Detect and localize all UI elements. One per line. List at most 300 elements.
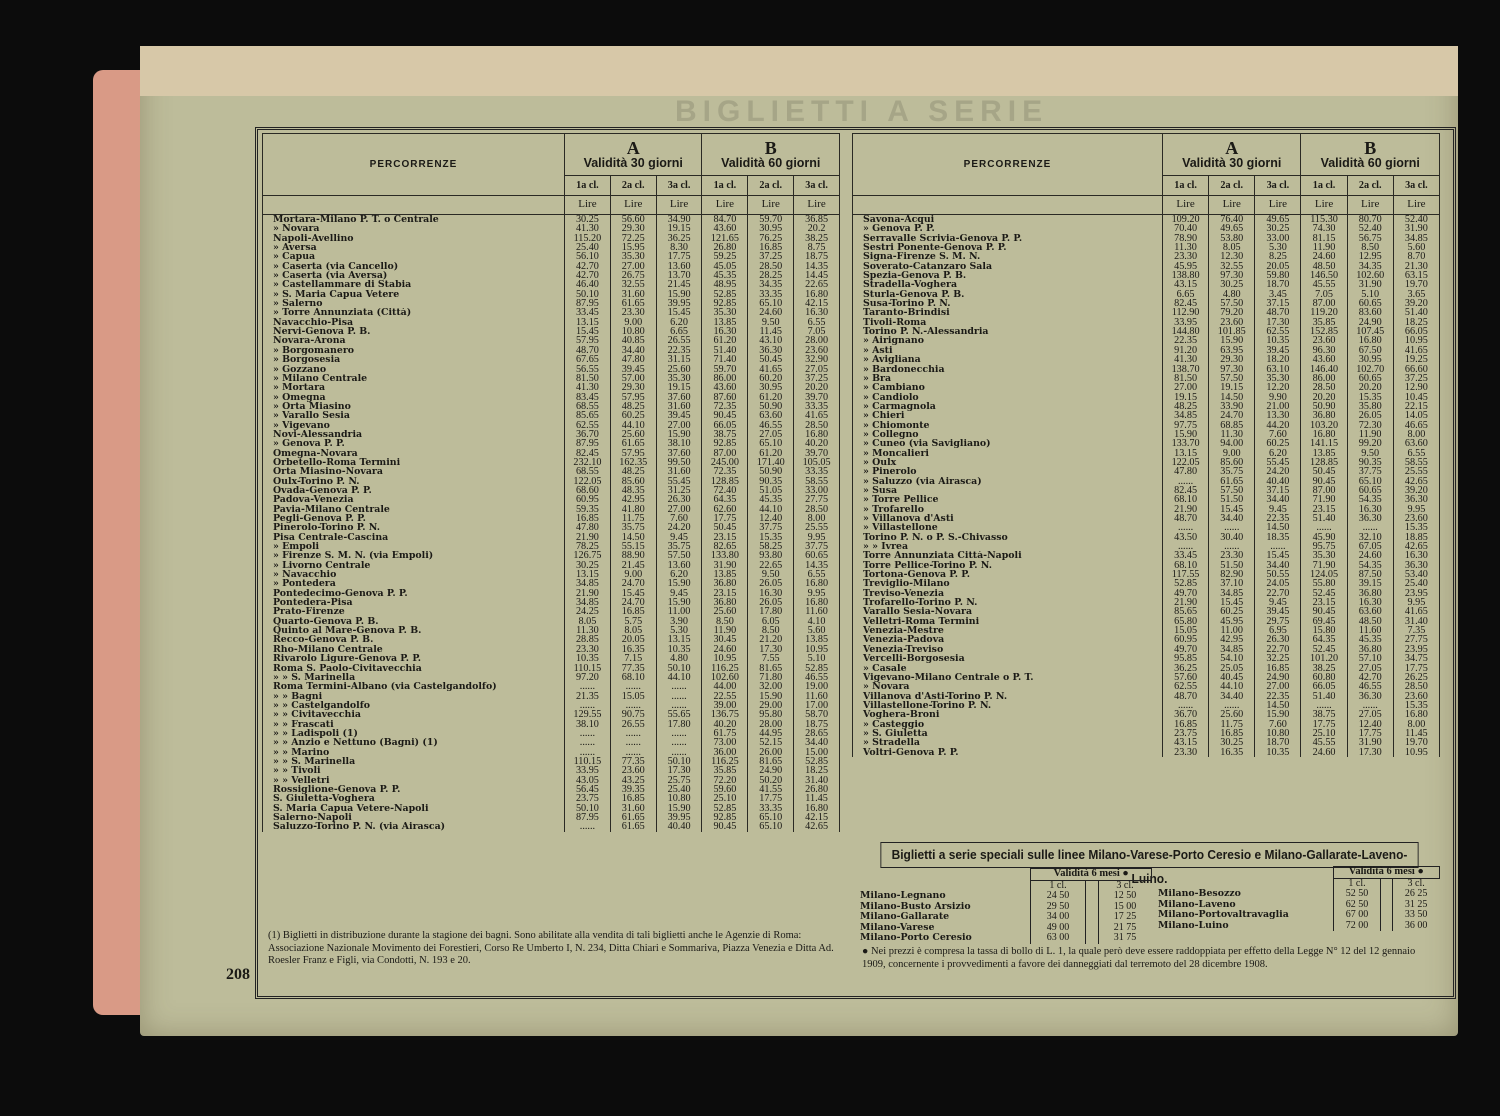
fare-cell: 31.40 <box>794 776 840 785</box>
fare-cell: 116.25 <box>702 664 748 673</box>
fare-cell: 50.10 <box>565 804 611 813</box>
route-name: » Susa <box>853 486 1163 495</box>
route-name: Venezia-Padova <box>853 635 1163 644</box>
fare-cell: 15.45 <box>610 589 656 598</box>
fare-cell: 62.55 <box>1163 682 1209 691</box>
fare-cell: 27.05 <box>1347 664 1393 673</box>
class-header: 1 cl. <box>1031 880 1085 891</box>
fare-cell: 85.65 <box>565 411 611 420</box>
unit-cell: Lire <box>565 196 611 215</box>
table-row <box>853 682 1440 691</box>
fare-cell: 87.00 <box>1301 486 1347 495</box>
route-name: » Candiolo <box>853 393 1163 402</box>
route-name: » Torre Annunziata (Città) <box>263 308 565 317</box>
fare-cell: 6.55 <box>1393 449 1439 458</box>
fare-cell: 54.10 <box>1209 654 1255 663</box>
fare-cell: 13.85 <box>702 570 748 579</box>
fare-cell: 37.60 <box>656 393 702 402</box>
route-name: » Genova P. P. <box>263 439 565 448</box>
fare-cell: 71.80 <box>748 673 794 682</box>
fare-cell: ...... <box>656 738 702 747</box>
special-row <box>857 891 1152 902</box>
fare-cell: 86.00 <box>1301 374 1347 383</box>
table-row <box>853 299 1440 308</box>
table-row <box>853 692 1440 701</box>
fare-cell: 126.75 <box>565 551 611 560</box>
table-row <box>263 822 840 831</box>
class-header: 2a cl. <box>610 176 656 196</box>
fare-cell: 69.45 <box>1301 617 1347 626</box>
fare-cell: 17.75 <box>702 514 748 523</box>
fare-cell: 36.25 <box>1163 664 1209 673</box>
fare-cell: 81.65 <box>748 757 794 766</box>
route-name: Oulx-Torino P. N. <box>263 477 565 486</box>
fare-cell: 138.80 <box>1163 271 1209 280</box>
fare-cell: 51.50 <box>1209 495 1255 504</box>
fare-cell: 13.15 <box>565 318 611 327</box>
route-name: » Cuneo (via Savigliano) <box>853 439 1163 448</box>
fare-cell: 9.50 <box>748 318 794 327</box>
fare-cell: 61.65 <box>1209 477 1255 486</box>
fare-cell: 12.30 <box>1209 252 1255 261</box>
class-header: 3a cl. <box>794 176 840 196</box>
route-name: » Saluzzo (via Airasca) <box>853 477 1163 486</box>
fare-cell: 19.15 <box>1209 383 1255 392</box>
table-row <box>853 458 1440 467</box>
special-fare-3: 26 25 <box>1392 889 1439 900</box>
fare-cell: 30.25 <box>1209 738 1255 747</box>
route-name: Torre Pellice-Torino P. N. <box>853 561 1163 570</box>
fare-cell: 51.50 <box>1209 561 1255 570</box>
fare-cell: 9.45 <box>1255 505 1301 514</box>
fare-cell: ...... <box>656 692 702 701</box>
fare-cell: 7.05 <box>1301 290 1347 299</box>
fare-cell: 52.15 <box>748 738 794 747</box>
percorrenze-header: PERCORRENZE <box>263 134 565 196</box>
fare-cell: 37.25 <box>794 374 840 383</box>
fare-cell: 24.60 <box>702 645 748 654</box>
route-name: » Navacchio <box>263 570 565 579</box>
fare-cell: ...... <box>1209 701 1255 710</box>
fare-cell: 48.25 <box>610 467 656 476</box>
fare-cell: 81.15 <box>1301 234 1347 243</box>
fare-cell: 31.25 <box>656 486 702 495</box>
route-name: Rho-Milano Centrale <box>263 645 565 654</box>
special-row <box>857 933 1152 944</box>
fare-cell: 105.05 <box>794 458 840 467</box>
fare-cell: 58.70 <box>794 710 840 719</box>
fare-cell: 16.30 <box>702 327 748 336</box>
route-name: » Caserta (via Cancello) <box>263 262 565 271</box>
fare-cell: 15.90 <box>656 290 702 299</box>
fare-cell: 171.40 <box>748 458 794 467</box>
fare-cell: 70.40 <box>1163 224 1209 233</box>
fare-cell: 23.30 <box>610 308 656 317</box>
special-fare-1: 72 00 <box>1333 921 1381 932</box>
fare-cell: 56.55 <box>565 365 611 374</box>
fare-cell: 57.50 <box>1209 374 1255 383</box>
class-header: 1a cl. <box>702 176 748 196</box>
fare-cell: 39.45 <box>610 365 656 374</box>
table-row <box>263 402 840 411</box>
special-route: Milano-Gallarate <box>860 911 950 922</box>
fare-cell: 23.60 <box>610 766 656 775</box>
fare-cell: 90.45 <box>702 411 748 420</box>
fare-table-left <box>262 133 840 832</box>
fare-cell: ...... <box>1301 701 1347 710</box>
fare-cell: 15.35 <box>1393 701 1439 710</box>
fare-cell: 40.40 <box>1255 477 1301 486</box>
fare-cell: 49.65 <box>1255 215 1301 225</box>
table-row <box>263 785 840 794</box>
fare-cell: 14.50 <box>1255 523 1301 532</box>
table-row <box>263 682 840 691</box>
fare-cell: 54.35 <box>1347 561 1393 570</box>
fare-cell: 119.20 <box>1301 308 1347 317</box>
route-name: Vigevano-Milano Centrale o P. T. <box>853 673 1163 682</box>
route-name: Nervi-Genova P. B. <box>263 327 565 336</box>
fare-cell: 10.80 <box>1255 729 1301 738</box>
special-table-left <box>857 868 1152 944</box>
fare-cell: 27.00 <box>610 262 656 271</box>
fare-cell: 87.00 <box>702 449 748 458</box>
fare-cell: 42.65 <box>794 822 840 831</box>
fare-cell: 26.05 <box>748 598 794 607</box>
table-row <box>263 720 840 729</box>
fare-cell: 45.35 <box>748 495 794 504</box>
fare-cell: 9.50 <box>748 570 794 579</box>
fare-cell: 57.50 <box>656 551 702 560</box>
table-row <box>263 374 840 383</box>
fare-cell: ...... <box>1209 523 1255 532</box>
fare-cell: 41.30 <box>565 224 611 233</box>
fare-cell: 7.35 <box>1393 626 1439 635</box>
route-name: Taranto-Brindisi <box>853 308 1163 317</box>
fare-cell: 36.80 <box>1347 589 1393 598</box>
fare-cell: 72.35 <box>702 402 748 411</box>
fare-cell: 8.50 <box>702 617 748 626</box>
fare-cell: 30.40 <box>1209 533 1255 542</box>
fare-cell: 14.50 <box>610 533 656 542</box>
special-row <box>1155 921 1440 932</box>
fare-cell: 9.95 <box>794 533 840 542</box>
fare-cell: 57.00 <box>610 374 656 383</box>
fare-cell: 17.30 <box>748 645 794 654</box>
special-fare-3: 15 00 <box>1098 902 1151 913</box>
fare-cell: 87.95 <box>565 299 611 308</box>
fare-cell: 36.30 <box>1347 692 1393 701</box>
fare-cell: 23.95 <box>1393 645 1439 654</box>
fare-cell: 20.2 <box>794 224 840 233</box>
unit-cell: Lire <box>1301 196 1347 215</box>
fare-cell: 146.40 <box>1301 365 1347 374</box>
fare-cell: 27.05 <box>1347 710 1393 719</box>
route-name: Vercelli-Borgosesia <box>853 654 1163 663</box>
units-blank <box>263 196 565 215</box>
fare-cell: 30.95 <box>1347 355 1393 364</box>
route-name: » Avigliana <box>853 355 1163 364</box>
route-name: » » S. Marinella <box>263 757 565 766</box>
fare-cell: 45.55 <box>1301 280 1347 289</box>
fare-cell: 16.35 <box>1209 748 1255 757</box>
fare-cell: 30.45 <box>702 635 748 644</box>
route-name: Spezia-Genova P. B. <box>853 271 1163 280</box>
fare-cell: ...... <box>565 738 611 747</box>
fare-cell: 8.05 <box>610 626 656 635</box>
fare-cell: 39.95 <box>656 813 702 822</box>
fare-cell: 21.35 <box>565 692 611 701</box>
fare-cell: 102.70 <box>1347 365 1393 374</box>
route-name: Quarto-Genova P. B. <box>263 617 565 626</box>
table-row <box>853 365 1440 374</box>
fare-cell: 34.75 <box>1393 654 1439 663</box>
route-name: » Omegna <box>263 393 565 402</box>
fare-cell: 68.10 <box>610 673 656 682</box>
fare-cell: 31.90 <box>702 561 748 570</box>
fare-cell: 65.10 <box>748 813 794 822</box>
route-name: » Novara <box>853 682 1163 691</box>
table-row <box>853 607 1440 616</box>
fare-cell: 41.65 <box>794 411 840 420</box>
fare-cell: 24.60 <box>1301 252 1347 261</box>
fare-cell: 16.80 <box>794 579 840 588</box>
table-row <box>263 626 840 635</box>
fare-cell: 22.35 <box>1255 514 1301 523</box>
fare-cell: 17.80 <box>748 607 794 616</box>
fare-cell: 14.05 <box>1393 411 1439 420</box>
fare-cell: 37.15 <box>1255 299 1301 308</box>
fare-cell: 11.30 <box>1163 243 1209 252</box>
fare-cell: 40.45 <box>1209 673 1255 682</box>
fare-cell: 59.60 <box>702 785 748 794</box>
fare-cell: 76.40 <box>1209 215 1255 225</box>
route-name: S. Maria Capua Vetere-Napoli <box>263 804 565 813</box>
fare-cell: 6.95 <box>1255 626 1301 635</box>
fare-cell: ...... <box>1163 701 1209 710</box>
route-name: » Caserta (via Aversa) <box>263 271 565 280</box>
fare-cell: 48.70 <box>1255 308 1301 317</box>
table-row <box>263 224 840 233</box>
class-header: 1a cl. <box>1301 176 1347 196</box>
fare-cell: 10.35 <box>1255 336 1301 345</box>
fare-cell: 38.25 <box>794 234 840 243</box>
table-row <box>263 477 840 486</box>
fare-cell: 19.70 <box>1393 738 1439 747</box>
fare-cell: 11.90 <box>1347 430 1393 439</box>
table-row <box>853 308 1440 317</box>
fare-cell: 44.95 <box>748 729 794 738</box>
table-row <box>853 477 1440 486</box>
fare-cell: 18.35 <box>1255 533 1301 542</box>
fare-cell: 8.00 <box>1393 720 1439 729</box>
fare-cell: 4.80 <box>656 654 702 663</box>
route-name: Signa-Firenze S. M. N. <box>853 252 1163 261</box>
fare-cell: 11.45 <box>748 327 794 336</box>
fare-cell: 49.65 <box>1209 224 1255 233</box>
fare-cell: 22.15 <box>1393 402 1439 411</box>
fare-cell: 16.85 <box>610 794 656 803</box>
fare-cell: 27.75 <box>1393 635 1439 644</box>
route-name: » Trofarello <box>853 505 1163 514</box>
fare-cell: 67.50 <box>1347 346 1393 355</box>
fare-cell: 36.00 <box>702 748 748 757</box>
fare-cell: 44.10 <box>748 505 794 514</box>
fare-cell: 57.95 <box>610 449 656 458</box>
fare-cell: 33.45 <box>1163 551 1209 560</box>
fare-cell: 23.60 <box>1393 692 1439 701</box>
fare-cell: 35.30 <box>1301 551 1347 560</box>
fare-cell: 13.60 <box>656 262 702 271</box>
fare-cell: 110.15 <box>565 757 611 766</box>
fare-cell: 82.45 <box>565 449 611 458</box>
route-name: » Firenze S. M. N. (via Empoli) <box>263 551 565 560</box>
route-name: Orbetello-Roma Termini <box>263 458 565 467</box>
fare-cell: 35.30 <box>610 252 656 261</box>
special-gap <box>1085 891 1098 902</box>
fare-cell: 27.00 <box>1255 682 1301 691</box>
route-name: » » Velletri <box>263 776 565 785</box>
fare-cell: 50.10 <box>565 290 611 299</box>
fare-cell: 6.65 <box>1163 290 1209 299</box>
route-name: Ovada-Genova P. P. <box>263 486 565 495</box>
fare-cell: 97.30 <box>1209 271 1255 280</box>
fare-cell: 19.70 <box>1393 280 1439 289</box>
fare-cell: ...... <box>656 701 702 710</box>
fare-cell: 50.45 <box>702 523 748 532</box>
fare-cell: 25.10 <box>1301 729 1347 738</box>
fare-cell: 16.85 <box>565 514 611 523</box>
fare-cell: 15.05 <box>1163 626 1209 635</box>
fare-cell: 33.00 <box>794 486 840 495</box>
fare-cell: 67.65 <box>565 355 611 364</box>
fare-cell: 23.75 <box>1163 729 1209 738</box>
fare-cell: 60.65 <box>1347 374 1393 383</box>
fare-cell: 26.30 <box>656 495 702 504</box>
fare-cell: 55.65 <box>656 710 702 719</box>
fare-cell: 20.05 <box>1255 262 1301 271</box>
fare-cell: 9.45 <box>1255 598 1301 607</box>
table-row <box>263 533 840 542</box>
route-name: Stradella-Voghera <box>853 280 1163 289</box>
route-name: » » Bagni <box>263 692 565 701</box>
fare-cell: 34.90 <box>656 215 702 225</box>
fare-cell: 42.70 <box>565 271 611 280</box>
fare-cell: 36.70 <box>1163 710 1209 719</box>
fare-cell: 59.70 <box>748 215 794 225</box>
fare-cell: 27.00 <box>656 421 702 430</box>
fare-cell: 26.80 <box>794 785 840 794</box>
table-row <box>853 542 1440 551</box>
class-header: 3 cl. <box>1392 878 1439 889</box>
route-name: » » Ladispoli (1) <box>263 729 565 738</box>
fare-cell: 72.35 <box>702 467 748 476</box>
fare-cell: 50.90 <box>748 402 794 411</box>
fare-cell: 16.30 <box>1347 505 1393 514</box>
table-row <box>853 729 1440 738</box>
fare-cell: 27.00 <box>656 505 702 514</box>
units-row <box>263 196 840 215</box>
fare-cell: 10.35 <box>656 645 702 654</box>
special-gap <box>1085 902 1098 913</box>
fare-cell: 117.55 <box>1163 570 1209 579</box>
fare-cell: 43.25 <box>610 776 656 785</box>
fare-cell: 24.60 <box>748 308 794 317</box>
fare-cell: 36.85 <box>794 215 840 225</box>
fare-cell: 82.65 <box>702 542 748 551</box>
fare-cell: 65.10 <box>1347 477 1393 486</box>
fare-cell: 34.40 <box>1209 692 1255 701</box>
fare-cell: 15.80 <box>1301 626 1347 635</box>
fare-cell: 23.75 <box>565 794 611 803</box>
route-name: Venezia-Treviso <box>853 645 1163 654</box>
fare-cell: 41.30 <box>565 383 611 392</box>
table-row <box>263 794 840 803</box>
route-name: Pontedecimo-Genova P. P. <box>263 589 565 598</box>
fare-cell: 27.05 <box>748 430 794 439</box>
fare-cell: 18.20 <box>1255 355 1301 364</box>
fare-cell: 24.90 <box>748 766 794 775</box>
route-name: Prato-Firenze <box>263 607 565 616</box>
table-row <box>263 804 840 813</box>
fare-cell: 32.55 <box>610 280 656 289</box>
fare-cell: 66.05 <box>1301 682 1347 691</box>
fare-cell: 14.35 <box>794 262 840 271</box>
fare-cell: 25.40 <box>565 243 611 252</box>
route-name: Roma S. Paolo-Civitavecchia <box>263 664 565 673</box>
table-row <box>853 505 1440 514</box>
route-name: S. Giuletta-Voghera <box>263 794 565 803</box>
route-name: » Borgosesia <box>263 355 565 364</box>
table-row <box>853 710 1440 719</box>
route-name: Pinerolo-Torino P. N. <box>263 523 565 532</box>
fare-cell: 81.50 <box>565 374 611 383</box>
fare-cell: 27.00 <box>1163 383 1209 392</box>
fare-cell: 11.45 <box>1393 729 1439 738</box>
fare-cell: 90.35 <box>1347 458 1393 467</box>
route-name: Torino P. N. o P. S.-Chivasso <box>853 533 1163 542</box>
fare-cell: 11.75 <box>1209 720 1255 729</box>
fare-cell: 17.30 <box>1347 748 1393 757</box>
fare-cell: 8.50 <box>748 626 794 635</box>
fare-cell: 68.55 <box>565 467 611 476</box>
fare-cell: 121.65 <box>702 234 748 243</box>
fare-cell: 66.05 <box>702 421 748 430</box>
fare-cell: 101.85 <box>1209 327 1255 336</box>
fare-cell: 9.45 <box>656 589 702 598</box>
fare-cell: 30.25 <box>1209 280 1255 289</box>
fare-cell: 28.50 <box>794 505 840 514</box>
fare-cell: 47.80 <box>610 355 656 364</box>
fare-cell: 44.10 <box>656 673 702 682</box>
fare-cell: 21.45 <box>610 561 656 570</box>
fare-cell: 20.20 <box>1347 383 1393 392</box>
fare-cell: 16.80 <box>794 804 840 813</box>
fare-cell: 28.50 <box>748 262 794 271</box>
fare-cell: 23.15 <box>1301 598 1347 607</box>
fare-cell: 60.25 <box>1255 439 1301 448</box>
fare-cell: 5.30 <box>656 626 702 635</box>
fare-cell: 15.90 <box>656 598 702 607</box>
route-name: Pontedera-Pisa <box>263 598 565 607</box>
class-header: 1a cl. <box>1163 176 1209 196</box>
table-row <box>263 645 840 654</box>
units-row <box>853 196 1440 215</box>
fare-cell: 47.80 <box>565 523 611 532</box>
fare-cell: 26.30 <box>1255 635 1301 644</box>
fare-cell: 37.75 <box>1347 467 1393 476</box>
fare-cell: 33.95 <box>1163 318 1209 327</box>
fare-cell: 43.60 <box>702 224 748 233</box>
